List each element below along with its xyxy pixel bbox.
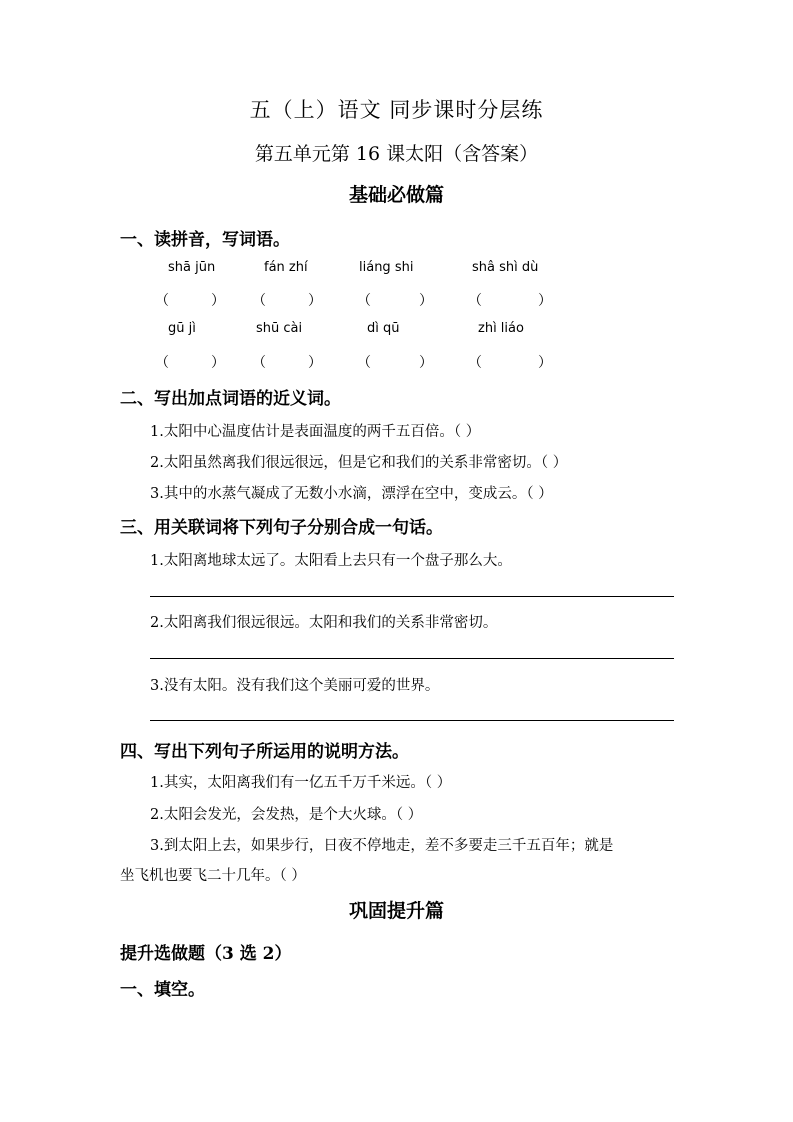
choice-heading: 提升选做题（3 选 2） — [120, 944, 292, 964]
answer-line-3[interactable] — [150, 720, 674, 721]
answer-line-2[interactable] — [150, 658, 674, 659]
pinyin-6: shū cài — [256, 321, 303, 336]
q3-item-3: 3.没有太阳。没有我们这个美丽可爱的世界。 — [150, 678, 440, 694]
pinyin-3: liáng shi — [359, 260, 414, 275]
worksheet-page: 五（上）语文 同步课时分层练 第五单元第 16 课太阳（含答案） 基础必做篇 一、读拼音，写词语。 shā jūn fán zhí liáng shi shâ shì dù （ ） （ ） （ ） （ ） gū jì shū cài dì qū zhì liáo （ ） （ ） （ ） （ ） 二、写出加点词语的近义词。 1.太阳中心温度估计是表面温度的两千五百倍。（ ） 2.太阳虽然离我们很远很远，但是它和我们的关系非常密切。（ ） 3.其中的水蒸气凝成了无数小水滴，漂浮在空中，变成云。（ ） 三、用关联词将下列句子分别合成一句话。 1.太阳离地球太远了。太阳看上去只有一个盘子那么大。 2.太阳离我们很远很远。太阳和我们的关系非常密切。 3.没有太阳。没有我们这个美丽可爱的世界。 四、写出下列句子所运用的说明方法。 1.其实，太阳离我们有一亿五千万千米远。（ ） 2.太阳会发光，会发热，是个大火球。（ ） 3.到太阳上去，如果步行，日夜不停地走，差不多要走三千五百年；就是 坐飞机也要飞二十几年。（ ） 巩固提升篇 提升选做题（3 选 2） 一、填空。 — [0, 0, 793, 1122]
section-basic-title: 基础必做篇 — [348, 184, 444, 206]
pinyin-2: fán zhí — [264, 260, 308, 275]
q3-item-1: 1.太阳离地球太远了。太阳看上去只有一个盘子那么大。 — [150, 553, 512, 569]
q4-item-1: 1.其实，太阳离我们有一亿五千万千米远。（ ） — [150, 775, 452, 791]
q3-item-2: 2.太阳离我们很远很远。太阳和我们的关系非常密切。 — [150, 615, 498, 631]
q4-heading: 四、写出下列句子所运用的说明方法。 — [120, 742, 409, 762]
q2-heading: 二、写出加点词语的近义词。 — [120, 389, 341, 409]
fill-heading: 一、填空。 — [120, 980, 205, 1000]
q3-heading: 三、用关联词将下列句子分别合成一句话。 — [120, 518, 443, 538]
pinyin-7: dì qū — [367, 321, 400, 336]
answer-line-1[interactable] — [150, 596, 674, 597]
q1-heading: 一、读拼音，写词语。 — [120, 230, 290, 250]
q4-item-3-continued: 坐飞机也要飞二十几年。（ ） — [120, 868, 306, 884]
lesson-subtitle: 第五单元第 16 课太阳（含答案） — [254, 143, 539, 165]
pinyin-4: shâ shì dù — [472, 260, 539, 275]
q2-item-2: 2.太阳虽然离我们很远很远，但是它和我们的关系非常密切。（ ） — [150, 455, 568, 471]
q2-item-3: 3.其中的水蒸气凝成了无数小水滴，漂浮在空中，变成云。（ ） — [150, 486, 553, 502]
pinyin-5: gū jì — [168, 321, 196, 336]
q4-item-2: 2.太阳会发光，会发热，是个大火球。（ ） — [150, 807, 423, 823]
q2-item-1: 1.太阳中心温度估计是表面温度的两千五百倍。（ ） — [150, 424, 481, 440]
pinyin-8: zhì liáo — [478, 321, 524, 336]
pinyin-1: shā jūn — [168, 260, 216, 275]
worksheet-title: 五（上）语文 同步课时分层练 — [249, 98, 544, 122]
section-advanced-title: 巩固提升篇 — [348, 900, 444, 922]
q4-item-3: 3.到太阳上去，如果步行，日夜不停地走，差不多要走三千五百年；就是 — [150, 838, 614, 854]
